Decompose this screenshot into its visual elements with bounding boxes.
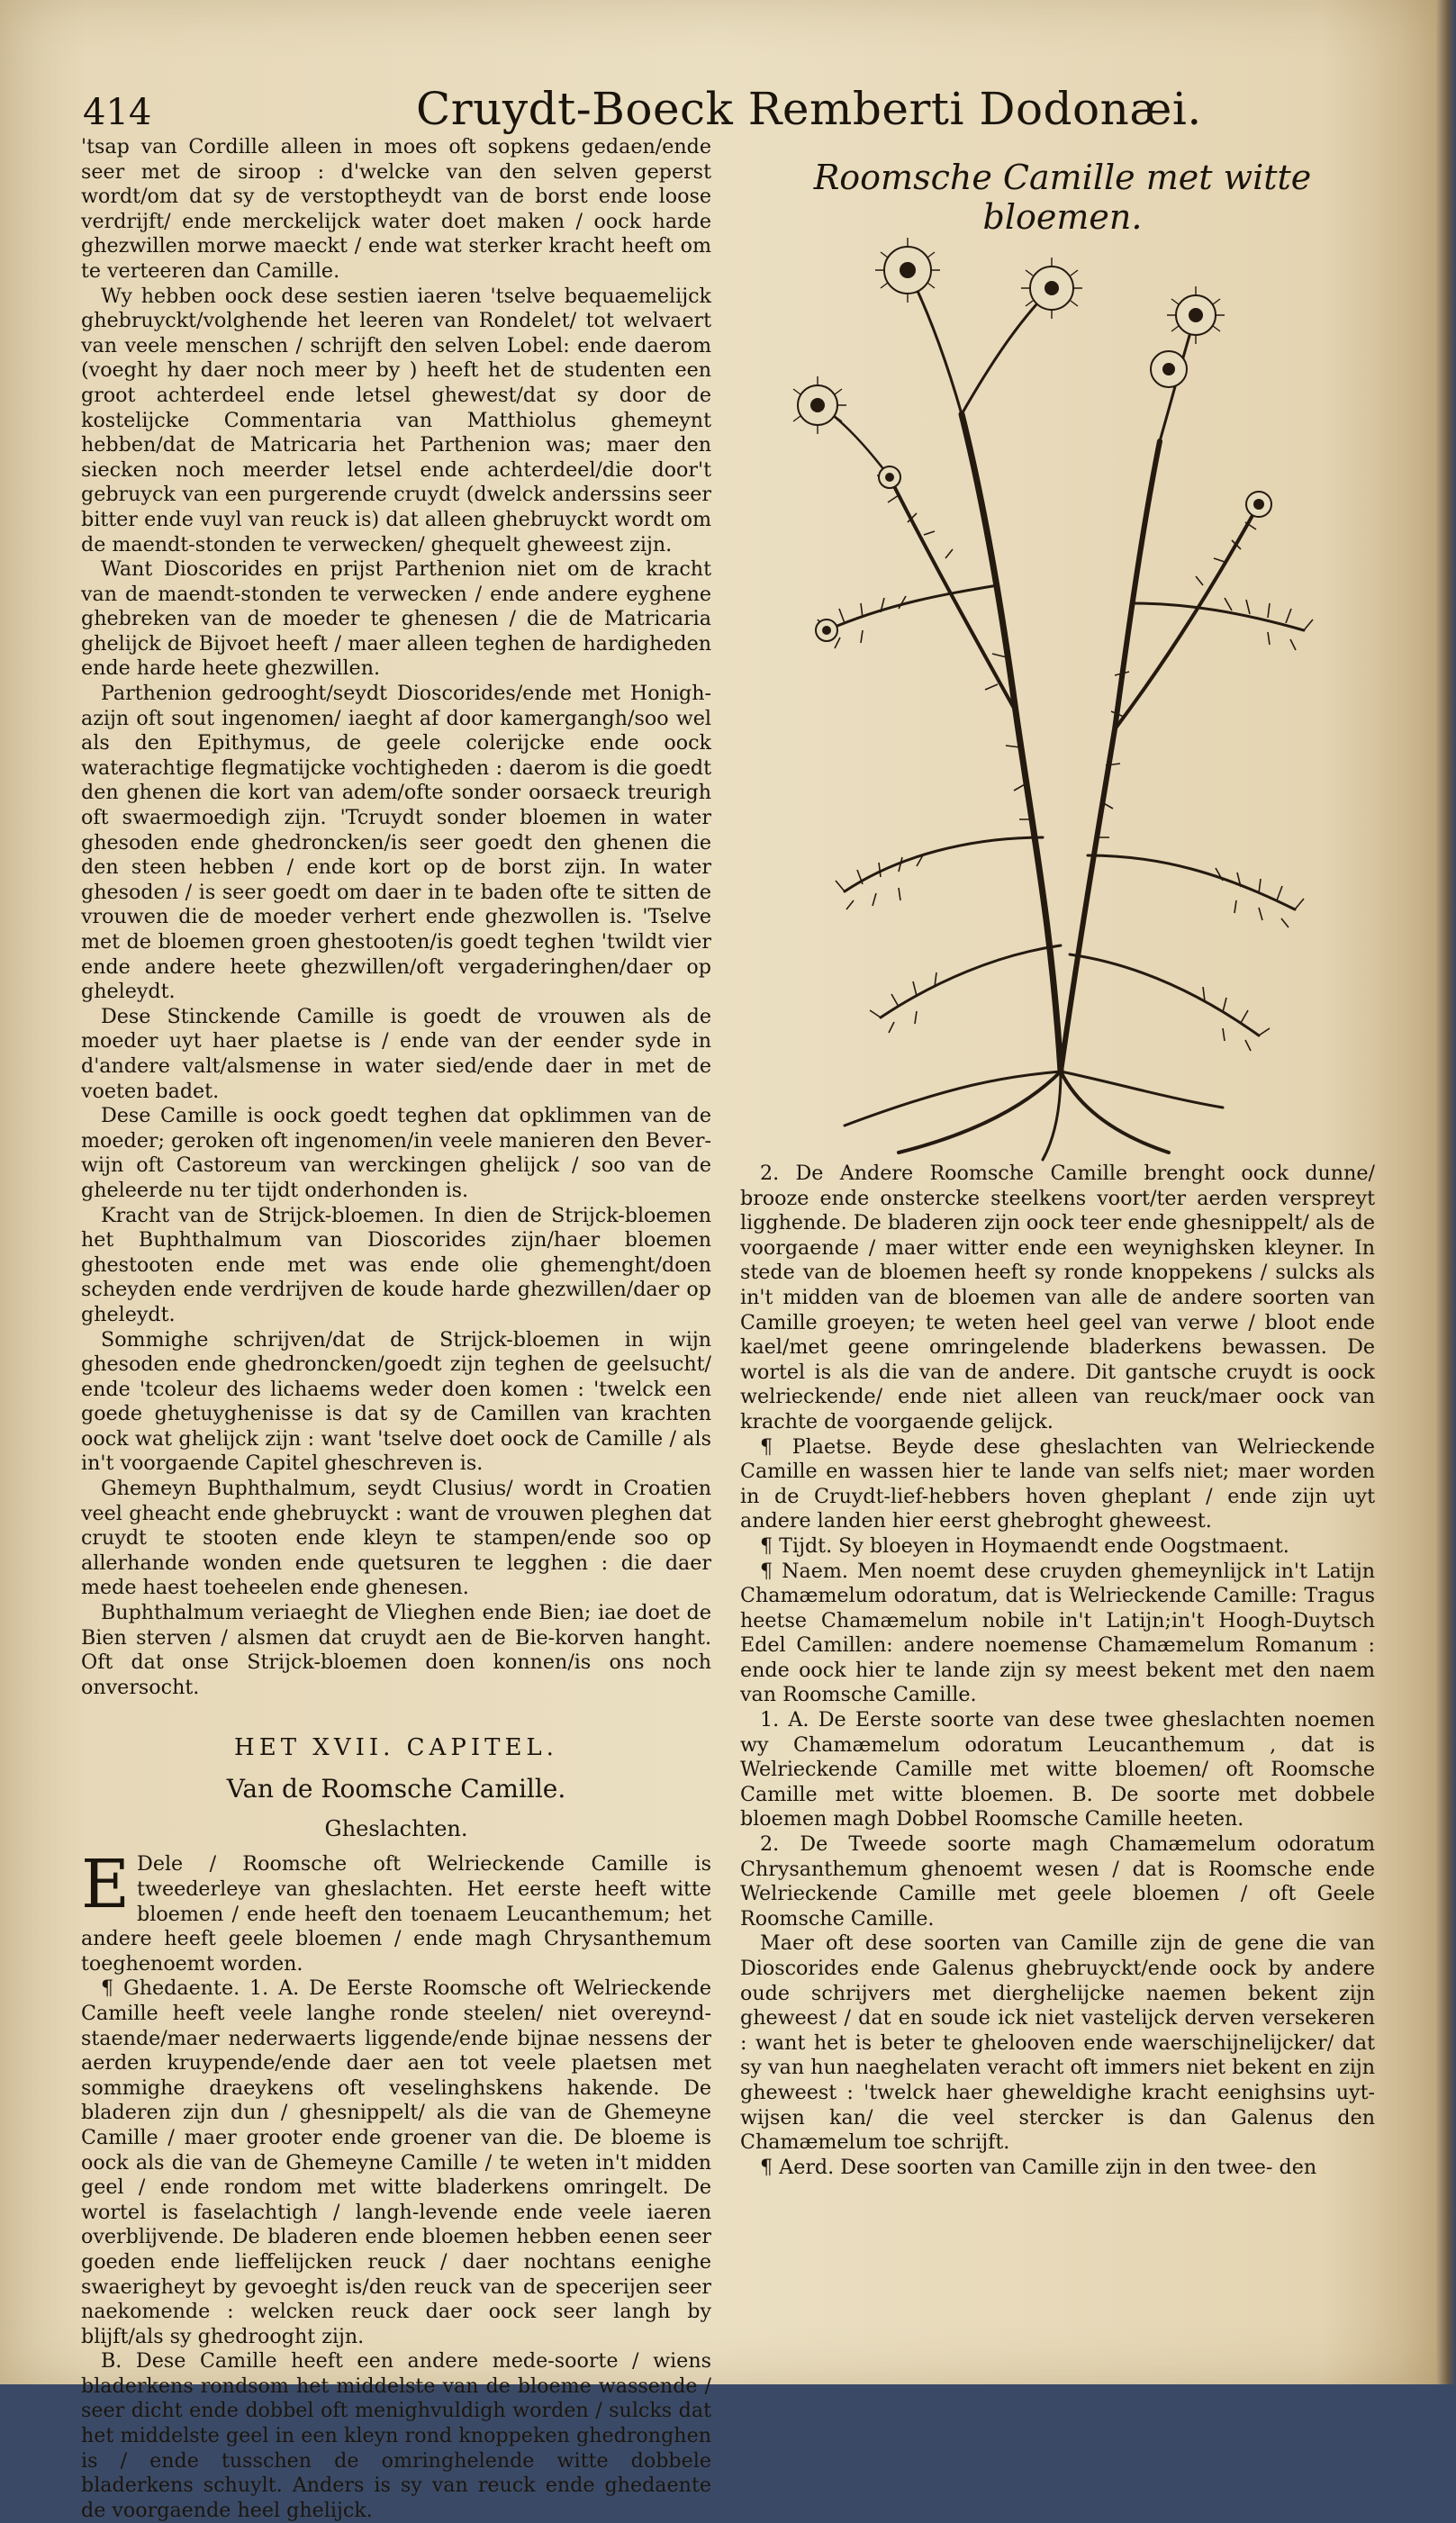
paragraph: Dese Stinckende Camille is goedt de vrouwen als de moeder uyt haer plaetse is / ende van der eender syde in d'andere valt/alsmense in water sied/ende daer in met de voeten badet. bbox=[81, 1004, 711, 1103]
paragraph: 'tsap van Cordille alleen in moes oft sopkens gedaen/ende seer met de siroop : d'welcke van den selven geperst wordt/om dat sy de verstoptheydt van de borst ende loose verdrijft/ ende merckelijck water doet maken / oock harde ghezwillen morwe maeckt / ende wat sterker kracht heeft om te verteeren dan Camille. bbox=[81, 135, 711, 283]
paragraph: ¶ Plaetse. Beyde dese gheslachten van Welrieckende Camille en wassen hier te lande van selfs niet; maer worden in de Cruydt-lief-hebbers hoven gheplant / ende zijn uyt andere landen hier eerst ghebroght gheweest. bbox=[740, 1434, 1375, 1533]
paragraph-text: Dele / Roomsche oft Welrieckende Camille is tweederleye van gheslachten. Het eerste heeft witte bloemen / ende heeft den toenaem Leucanthemum; het andere heeft geele bloemen / ende magh Chrysanthemum toeghenoemt worden. bbox=[81, 1852, 711, 1976]
page-number: 414 bbox=[83, 92, 152, 133]
paragraph: 2. De Tweede soorte magh Chamæmelum odoratum Chrysanthemum ghenoemt wesen / dat is Roomsche ende Welrieckende Camille met geele bloemen / oft Geele Roomsche Camille. bbox=[740, 1832, 1375, 1931]
paragraph: Maer oft dese soorten van Camille zijn de gene die van Dioscorides ende Galenus ghebruyckt/ende oock by andere oude schrijvers met dierghelijcke naemen bekent zijn gheweest / dat en soude ick niet vastelijck derven versekeren : want het is beter te ghelooven ende waerschijnelijcker/ dat sy van hun naeghelaten veracht oft immers niet bekent en zijn gheweest : 'twelck haer gheweldighe kracht eenighsins uyt-wijsen kan/ die veel stercker is dan Galenus den Chamæmelum toe schrijft. bbox=[740, 1931, 1375, 2155]
running-head: Cruydt-Boeck Remberti Dodonæi. bbox=[416, 83, 1202, 135]
paragraph: B. Dese Camille heeft een andere mede-soorte / wiens bladerkens rondsom het middelste van de bloeme wassende / seer dicht ende dobbel oft menighvuldigh worden / sulcks dat het middelste geel in een kleyn rond knoppeken ghedronghen is / ende tusschen de omringhelende witte dobbele bladerkens schuylt. Anders is sy van reuck ende ghedaente de voorgaende heel ghelijck. bbox=[81, 2349, 711, 2522]
paragraph: ¶ Aerd. Dese soorten van Camille zijn in den twee- den bbox=[760, 2155, 1317, 2179]
paragraph: Wy hebben oock dese sestien iaeren 'tselve bequaemelijck ghebruyckt/volghende het leeren van Rondelet/ tot welvaert van veele menschen / schrijft den selven Lobel: ende daerom (voeght hy daer noch meer by ) heeft het de studenten een groot achterdeel ende letsel ghewest/dat sy door de kostelijcke Commentaria van Matthiolus ghemeynt hebben/dat de Matricaria het Parthenion was; maer den siecken noch meerder letsel ende achterdeel/die door't gebruyck van een purgerende cruydt (dwelck anderssins seer bitter ende vuyl van reuck is) dat alleen ghebruyckt wordt om de maendt-stonden te verwecken/ ghequelt gheweest zijn. bbox=[81, 284, 711, 556]
paragraph: Want Dioscorides en prijst Parthenion niet om de kracht van de maendt-stonden te verwecken / ende andere eyghene ghebreken van de moeder te ghenesen / die de Matricaria ghelijck de Bijvoet heeft / maer alleen teghen de hardigheden ende harde heete ghezwillen. bbox=[81, 557, 711, 681]
book-spine-edge bbox=[1436, 0, 1456, 2384]
paragraph: 2. De Andere Roomsche Camille brenght oock dunne/ brooze ende onstercke steelkens voort/ter aerden verspreyt ligghende. De bladeren zijn oock teer ende ghesnippelt/ als de voorgaende / maer witter ende een weynighsken kleyner. In stede van de bloemen heeft sy ronde knoppekens / sulcks als in't midden van de bloemen van alle de andere soorten van Camille groeyen; te weten heel geel van verwe / bloot ende kael/met geene omringelende bladerkens bewassen. De wortel is als die van de andere. Dit gantsche cruydt is oock welrieckende/ ende niet alleen van reuck/maer oock van krachte de voorgaende gelijck. bbox=[740, 1162, 1375, 1433]
dropcap: E bbox=[81, 1846, 131, 1924]
paragraph: ¶ Tijdt. Sy bloeyen in Hoymaendt ende Oogstmaent. bbox=[760, 1533, 1289, 1558]
paragraph: ¶ Naem. Men noemt dese cruyden ghemeynlijck in't Latijn Chamæmelum odoratum, dat is Welrieckende Camille: Tragus heetse Chamæmelum nobile in't Latijn;in't Hoogh-Duytsch Edel Camillen: andere noemense Chamæmelum Romanum : ende oock hier te lande zijn sy meest bekent met den naem van Roomsche Camille. bbox=[740, 1559, 1375, 1707]
paragraph: ¶ Ghedaente. 1. A. De Eerste Roomsche oft Welrieckende Camille heeft veele langhe ronde steelen/ niet overeynd-staende/maer nederwaerts liggende/ende bijnae nessens der aerden kruypende/ende daer aen tot veele plaetsen met sommighe draeykens oft veselinghskens hakende. De bladeren zijn dun / ghesnippelt/ als die van de Ghemeyne Camille / maer grooter ende groener van die. De bloeme is oock als die van de Ghemeyne Camille / te weten in't midden geel / ende rondom met witte bladerkens omringelt. De wortel is faselachtigh / langh-levende ende veele iaeren overblijvende. De bladeren ende bloemen hebben eenen seer goeden ende lieffelijcken reuck / daer nochtans eenighe swaerigheyt by gevoeght is/den reuck van de specerijen seer naekomende : welcken reuck daer oock seer langh by blijft/als sy ghedrooght zijn. bbox=[81, 1976, 711, 2348]
paragraph: Kracht van de Strijck-bloemen. In dien de Strijck-bloemen het Buphthalmum van Dioscorides zijn/haer bloemen ghestooten ende met was ende olie ghemenght/doen scheyden ende verdrijven de koude harde ghezwillen/daer op gheleydt. bbox=[81, 1203, 711, 1326]
paragraph: Ghemeyn Buphthalmum, seydt Clusius/ wordt in Croatien veel gheacht ende ghebruyckt : want de vrouwen pleghen dat cruydt te stooten ende kleyn te stampen/ende soo op allerhande wonden ende quetsuren te legghen : die daer mede haest toeheelen ende ghenesen. bbox=[81, 1477, 711, 1600]
paragraph: Sommighe schrijven/dat de Strijck-bloemen in wijn ghesoden ende ghedroncken/goedt zijn teghen de geelsucht/ ende 'tcoleur des lichaems weder doen komen : 'twelck een goede ghetuyghenisse is dat sy de Camillen van krachten oock wat ghelijck zijn : want 'tselve doet oock de Camille / als in't voorgaende Capitel gheschreven is. bbox=[81, 1327, 711, 1476]
paragraph: Buphthalmum veriaeght de Vlieghen ende Bien; iae doet de Bien sterven / alsmen dat cruydt aen de Bie-korven hanght. Oft dat onse Strijck-bloemen doen konnen/is ons noch onversocht. bbox=[81, 1601, 711, 1699]
figure-caption: Roomsche Camille met witte bloemen. bbox=[813, 158, 1312, 237]
paragraph: Parthenion gedrooght/seydt Dioscorides/ende met Honigh-azijn oft sout ingenomen/ iaeght af door kamergangh/soo wel als den Epithymus, de geele colerijcke ende oock waterachtige flegmatijcke vochtigheden : daerom is die goedt den ghenen die kort van adem/ofte sonder oorsaeck treurigh oft swaermoedigh zijn. 'Tcruydt sonder bloemen in water ghesoden ende ghedroncken/is seer goedt den ghenen die den steen hebben / ende kort op de borst zijn. In water ghesoden / is seer goedt om daer in te baden ofte te sitten de vrouwen die de moeder verhert ende ghezwollen is. 'Tselve met de bloemen groen ghestooten/is goedt teghen 'twildt vier ende andere heete ghezwillen/oft vergaderinghen/daer op gheleydt. bbox=[81, 682, 711, 1004]
paragraph: Dese Camille is oock goedt teghen dat opklimmen van de moeder; geroken oft ingenomen/in veele manieren den Bever-wijn oft Castoreum van werckingen ghelijck / soo van de gheleerde nu ter tijdt onderhonden is. bbox=[81, 1104, 711, 1202]
section-title: Gheslachten. bbox=[324, 1816, 468, 1842]
paragraph-with-dropcap bbox=[81, 1846, 711, 1976]
plant-illustration-svg bbox=[791, 207, 1340, 1162]
chapter-title: Van de Roomsche Camille. bbox=[226, 1774, 566, 1804]
right-column bbox=[740, 1162, 1375, 2180]
camomile-plant-woodcut-icon bbox=[791, 207, 1340, 1162]
paragraph: 1. A. De Eerste soorte van dese twee gheslachten noemen wy Chamæmelum odoratum Leucanthemum , dat is Welrieckende Camille met witte bloemen/ oft Roomsche Camille met witte bloemen. B. De soorte met dobbele bloemen magh Dobbel Roomsche Camille heeten. bbox=[740, 1708, 1375, 1831]
chapter-heading: HET XVII. CAPITEL. bbox=[234, 1734, 558, 1762]
left-column bbox=[81, 135, 711, 2523]
page-header bbox=[83, 79, 1406, 133]
